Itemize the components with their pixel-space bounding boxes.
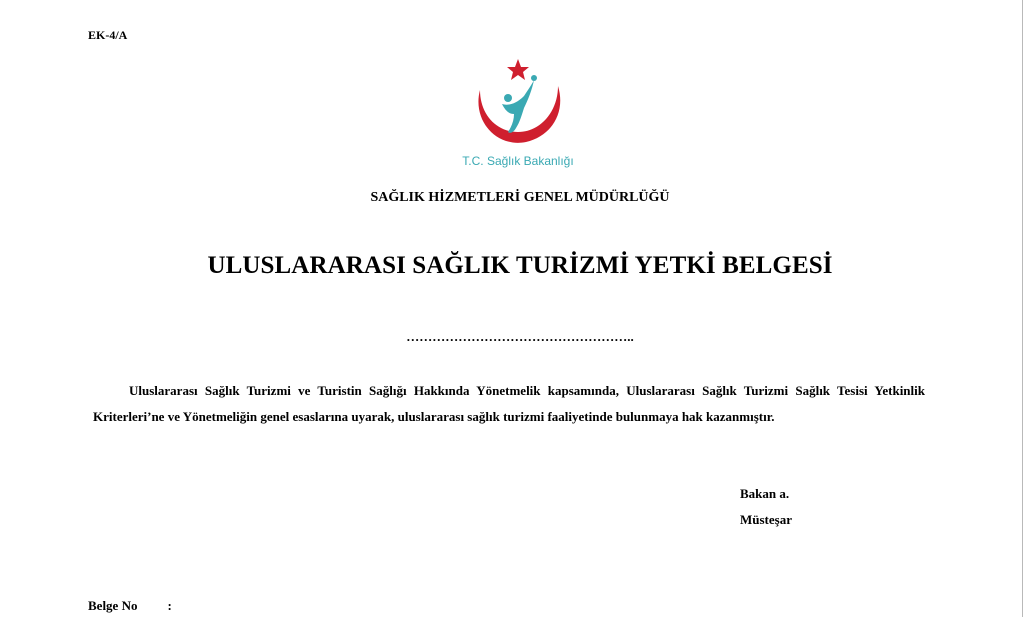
document-number-label: Belge No bbox=[88, 598, 138, 613]
annex-code: EK-4/A bbox=[88, 28, 128, 42]
document-number-separator: : bbox=[167, 598, 172, 613]
ministry-emblem-icon bbox=[452, 56, 584, 152]
human-figure-icon bbox=[502, 75, 537, 133]
ministry-logo-text: T.C. Sağlık Bakanlığı bbox=[462, 154, 574, 168]
signature-title: Müsteşar bbox=[740, 512, 792, 527]
ministry-logo bbox=[452, 56, 584, 174]
directorate-heading: SAĞLIK HİZMETLERİ GENEL MÜDÜRLÜĞÜ bbox=[370, 190, 670, 205]
document-title: ULUSLARARASI SAĞLIK TURİZMİ YETKİ BELGESİ bbox=[207, 252, 833, 279]
document-number-row bbox=[88, 598, 172, 614]
star-icon bbox=[507, 59, 529, 80]
institution-name-placeholder: …………………………………………….. bbox=[406, 329, 634, 344]
certificate-body-text: Uluslararası Sağlık Turizmi ve Turistin Sağlığı Hakkında Yönetmelik kapsamında, Uluslararası Sağlık Turizmi Sağlık Tesisi Yetkinlik Kriterleri’ne ve Yönetmeliğin genel esaslarına uyarak, uluslararası sağlık turizmi faaliyetinde bulunmaya hak kazanmıştır. bbox=[93, 383, 925, 424]
signature-authority: Bakan a. bbox=[740, 486, 790, 501]
signature-block bbox=[740, 486, 860, 538]
